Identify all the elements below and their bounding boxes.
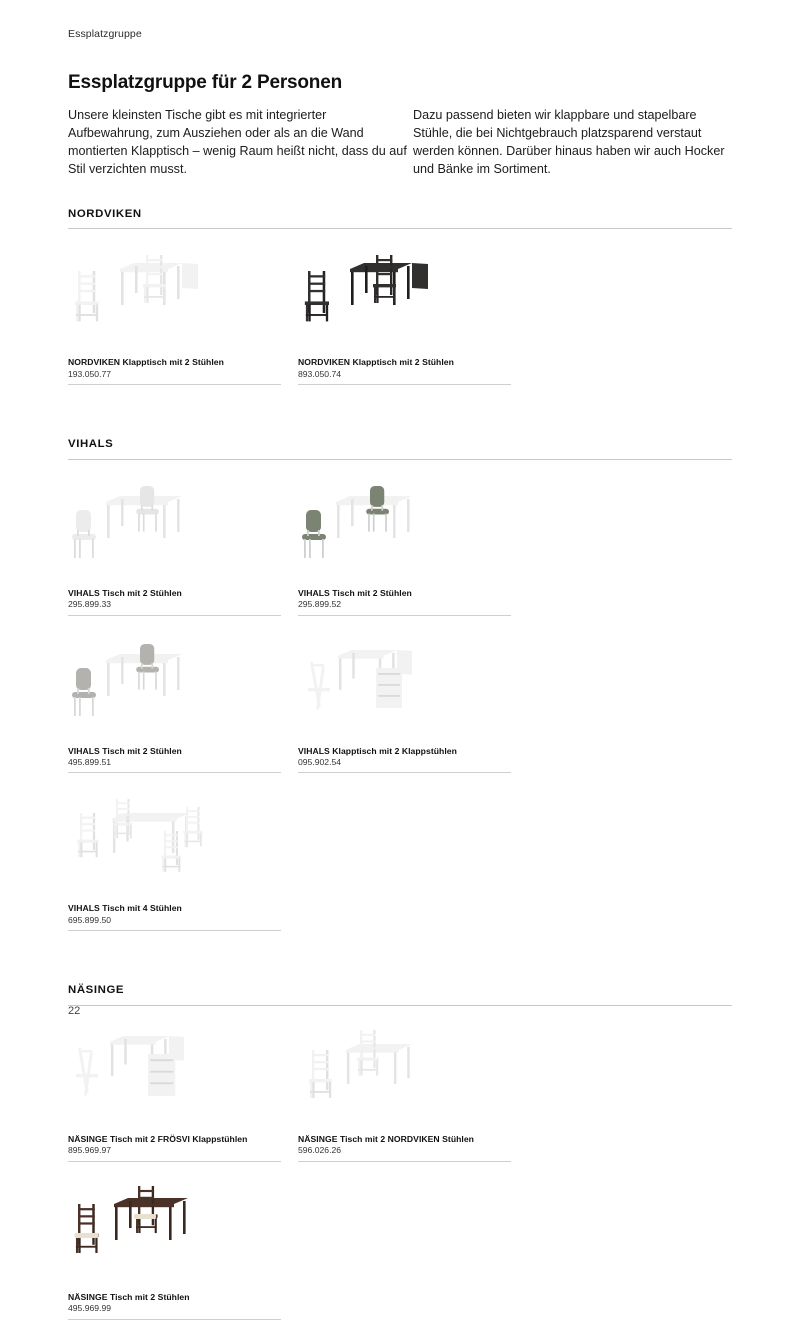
table-4-chairs-white-icon bbox=[68, 791, 295, 899]
dropleaf-storage-table-folding-chairs-icon bbox=[298, 634, 525, 742]
section-näsinge bbox=[68, 985, 732, 1337]
product-divider bbox=[298, 615, 511, 616]
product-name: VIHALS Klapptisch mit 2 Klappstühlen bbox=[298, 745, 457, 756]
product-caption bbox=[68, 353, 295, 385]
product-divider bbox=[68, 772, 281, 773]
product-divider bbox=[68, 1319, 281, 1320]
product-divider bbox=[68, 384, 281, 385]
product-caption bbox=[68, 584, 295, 616]
product-article-number: 295.899.52 bbox=[298, 599, 342, 610]
table-2-chairs-white-icon bbox=[68, 476, 295, 584]
product-card[interactable] bbox=[68, 1180, 295, 1320]
product-name: VIHALS Tisch mit 2 Stühlen bbox=[68, 745, 182, 756]
page-number: 22 bbox=[68, 1005, 81, 1017]
product-caption bbox=[298, 1130, 525, 1162]
table-2-chairs-white-ladderback-icon bbox=[298, 1022, 525, 1130]
product-card[interactable] bbox=[68, 791, 295, 931]
product-divider bbox=[68, 1161, 281, 1162]
product-name: NORDVIKEN Klapptisch mit 2 Stühlen bbox=[68, 357, 224, 368]
dropleaf-table-2-chairs-white-icon bbox=[68, 245, 295, 353]
product-article-number: 895.969.97 bbox=[68, 1145, 112, 1156]
product-name: VIHALS Tisch mit 2 Stühlen bbox=[298, 587, 412, 598]
product-card[interactable] bbox=[68, 1022, 295, 1162]
product-caption bbox=[298, 584, 525, 616]
product-caption bbox=[68, 899, 295, 931]
sections-container bbox=[68, 209, 732, 1338]
product-caption bbox=[68, 1288, 295, 1320]
product-card[interactable] bbox=[298, 476, 525, 616]
product-card[interactable] bbox=[68, 634, 295, 774]
product-name: NÄSINGE Tisch mit 2 Stühlen bbox=[68, 1291, 190, 1302]
product-divider bbox=[68, 930, 281, 931]
product-card[interactable] bbox=[298, 245, 525, 385]
product-article-number: 495.899.51 bbox=[68, 757, 112, 768]
product-grid bbox=[68, 245, 732, 403]
product-caption bbox=[298, 742, 525, 774]
section-divider bbox=[68, 1005, 732, 1006]
dropleaf-table-2-chairs-black-icon bbox=[298, 245, 525, 353]
table-2-chairs-darkbrown-icon bbox=[68, 1180, 295, 1288]
product-divider bbox=[298, 1161, 511, 1162]
product-article-number: 596.026.26 bbox=[298, 1145, 342, 1156]
product-card[interactable] bbox=[298, 634, 525, 774]
product-card[interactable] bbox=[68, 476, 295, 616]
table-2-chairs-grey-icon bbox=[68, 634, 295, 742]
product-article-number: 495.969.99 bbox=[68, 1303, 112, 1314]
section-heading: VIHALS bbox=[68, 438, 114, 451]
intro-text bbox=[68, 107, 732, 179]
product-grid bbox=[68, 1022, 732, 1338]
product-article-number: 095.902.54 bbox=[298, 757, 342, 768]
page-title: Essplatzgruppe für 2 Personen bbox=[68, 71, 342, 93]
product-divider bbox=[68, 615, 281, 616]
product-grid bbox=[68, 476, 732, 950]
section-divider bbox=[68, 228, 732, 229]
product-name: NÄSINGE Tisch mit 2 NORDVIKEN Stühlen bbox=[298, 1133, 474, 1144]
section-heading: NORDVIKEN bbox=[68, 207, 142, 220]
running-header: Essplatzgruppe bbox=[68, 28, 142, 40]
product-article-number: 695.899.50 bbox=[68, 915, 112, 926]
product-caption bbox=[298, 353, 525, 385]
product-name: NORDVIKEN Klapptisch mit 2 Stühlen bbox=[298, 357, 454, 368]
table-2-chairs-green-icon bbox=[298, 476, 525, 584]
product-divider bbox=[298, 772, 511, 773]
section-heading: NÄSINGE bbox=[68, 984, 125, 997]
section-nordviken bbox=[68, 209, 732, 403]
storage-table-folding-chairs-white-icon bbox=[68, 1022, 295, 1130]
product-divider bbox=[298, 384, 511, 385]
product-name: NÄSINGE Tisch mit 2 FRÖSVI Klappstühlen bbox=[68, 1133, 248, 1144]
product-card[interactable] bbox=[298, 1022, 525, 1162]
product-caption bbox=[68, 742, 295, 774]
intro-column-left: Unsere kleinsten Tische gibt es mit integrierter Aufbewahrung, zum Ausziehen oder als an die Wand montierten Klapptisch – wenig Raum heißt nicht, dass du auf Stil verzichten musst. bbox=[68, 108, 407, 177]
product-article-number: 893.050.74 bbox=[298, 369, 342, 380]
product-caption bbox=[68, 1130, 295, 1162]
product-card[interactable] bbox=[68, 245, 295, 385]
section-vihals bbox=[68, 439, 732, 949]
product-article-number: 295.899.33 bbox=[68, 599, 112, 610]
intro-column-right: Dazu passend bieten wir klappbare und stapelbare Stühle, die bei Nichtgebrauch platzsparend verstaut werden können. Darüber hinaus haben wir auch Hocker und Bänke im Sortiment. bbox=[413, 108, 725, 177]
product-name: VIHALS Tisch mit 2 Stühlen bbox=[68, 587, 182, 598]
section-divider bbox=[68, 459, 732, 460]
product-article-number: 193.050.77 bbox=[68, 369, 112, 380]
product-name: VIHALS Tisch mit 4 Stühlen bbox=[68, 903, 182, 914]
